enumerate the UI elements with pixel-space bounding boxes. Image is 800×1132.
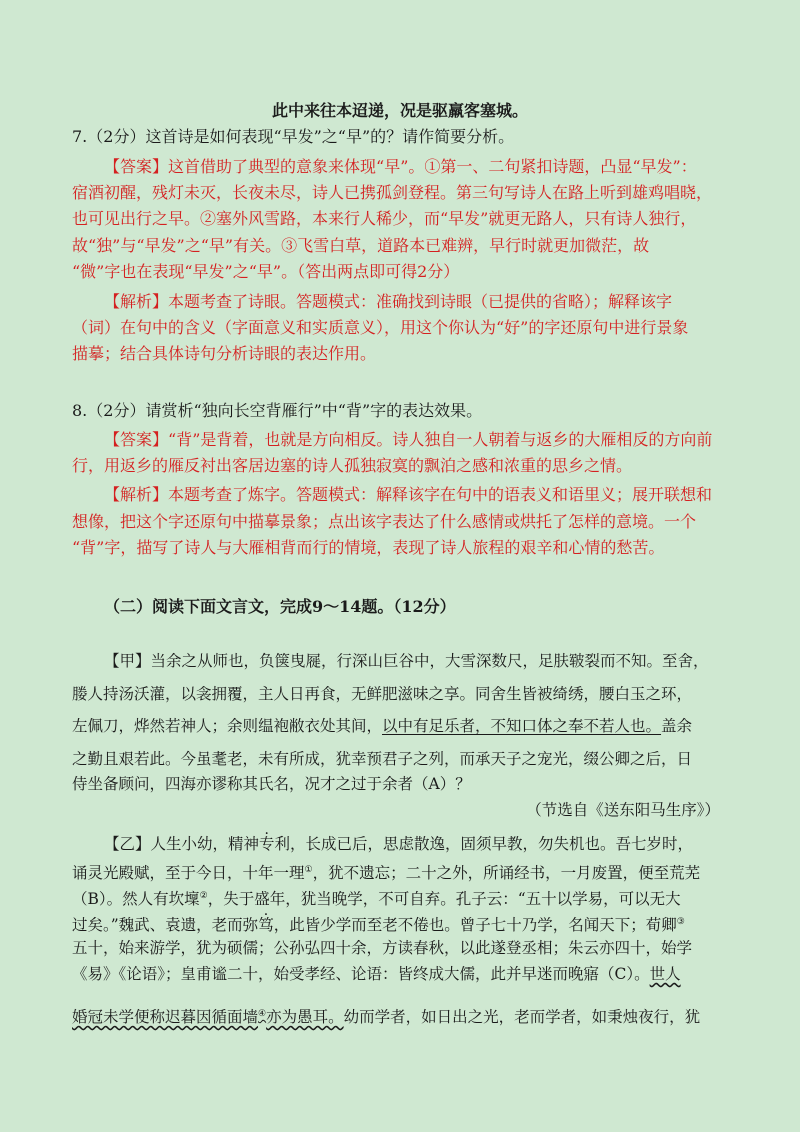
q7-analysis-tag: 【解析】 (104, 292, 169, 311)
q7-question: 7.（2分）这首诗是如何表现“早发”之“早”的？请作简要分析。 (72, 127, 515, 146)
jia-source: （节选自《送东阳马生序》） (526, 801, 720, 819)
dotted-char-zhuan: 专 (259, 835, 275, 853)
jia-line-4: 之勤且艰若此。今虽耄老，未有所成，犹幸预君子之列，而承天子之宠光，缀公卿之后，日 (72, 750, 693, 768)
jia-line-5: 侍坐备顾问，四海亦谬称其氏名，况才之过于余者（A）？ (72, 775, 471, 793)
q7-analysis-line-3: 描摹；结合具体诗句分析诗眼的表达作用。 (72, 344, 377, 363)
q7-answer-line-4: 故“独”与“早发”之“早”有关。③飞雪白草，道路本已难辨，早行时就更加微茫，故 (72, 236, 650, 255)
poem-last-line: 此中来往本迢递，况是驱羸客塞城。 (271, 101, 528, 120)
jia-line-3: 左佩刀，烨然若神人；余则缊袍敝衣处其间，以中有足乐者，不知口体之奉不若人也。盖余 (72, 717, 693, 735)
yi-line-1: 【乙】人生小幼，精神专利，长成已后，思虑散逸，固须早教，勿失机也。吾七岁时， (104, 835, 694, 853)
yi-wavy-sentence-start: 世人 (649, 965, 681, 983)
q8-question: 8.（2分）请赏析“独向长空背雁行”中“背”字的表达效果。 (72, 401, 483, 420)
q7-answer-line-1: 【答案】这首借助了典型的意象来体现“早”。①第一、二句紧扣诗题，凸显“早发”： (104, 157, 697, 176)
q7-answer-line-2: 宿酒初醒，残灯未灭，长夜未尽，诗人已携孤剑登程。第三句写诗人在路上听到雄鸡唱晓， (72, 183, 713, 202)
dotted-char-du: 笃 (258, 916, 274, 935)
footnote-1: ① (304, 865, 313, 875)
jia-underlined-sentence: 以中有足乐者，不知口体之奉不若人也。 (382, 717, 662, 735)
yi-line-6: 《易》《论语》；皇甫谧二十，始受孝经、论语：皆终成大儒，此并早迷而晚寤（C）。世人 (72, 965, 681, 983)
footnote-2: ② (199, 891, 208, 901)
q8-analysis-line-1: 【解析】本题考查了炼字。答题模式：解释该字在句中的语表义和语里义；展开联想和 (104, 485, 713, 504)
yi-line-4: 过矣。”魏武、袁遗，老而弥笃，此皆少学而至老不倦也。曾子七十乃学，名闻天下；荀卿③ (72, 916, 685, 935)
section-heading: （二）阅读下面文言文，完成9～14题。（12分） (104, 597, 456, 616)
q8-answer-line-1: 【答案】“背”是背着，也就是方向相反。诗人独自一人朝着与返乡的大雁相反的方向前 (104, 430, 713, 449)
q7-analysis-line-1: 【解析】本题考查了诗眼。答题模式：准确找到诗眼（已提供的省略）；解释该字 (104, 292, 673, 311)
yi-line-2: 诵灵光殿赋，至于今日，十年一理①，犹不遗忘；二十之外，所诵经书，一月废置，便至荒芜 (72, 864, 701, 883)
q8-answer-line-2: 行，用返乡的雁反衬出客居边塞的诗人孤独寂寞的飘泊之感和浓重的思乡之情。 (72, 456, 633, 475)
q7-answer-line-3: 也可见出行之早。②塞外风雪路，本来行人稀少，而“早发”就更无路人，只有诗人独行， (72, 209, 697, 228)
q8-analysis-line-2: 想像，把这个字还原句中描摹景象；点出该字表达了什么感情或烘托了怎样的意境。一个 (72, 512, 697, 531)
footnote-3: ③ (676, 917, 685, 927)
q7-analysis-line-2: （词）在句中的含义（字面意义和实质意义），用这个你认为“好”的字还原句中进行景象 (72, 318, 689, 337)
jia-line-2: 媵人持汤沃灌，以衾拥覆，主人日再食，无鲜肥滋味之享。同舍生皆被绮绣，腰白玉之环， (72, 685, 693, 703)
yi-line-7: 婚冠未学便称迟暮因循面墙④亦为愚耳。幼而学者，如日出之光，老而学者，如秉烛夜行，犹 (72, 1008, 701, 1027)
q7-answer-line-5: “微”字也在表现“早发”之“早”。（答出两点即可得2分） (72, 262, 460, 281)
yi-line-3: （B）。然人有坎壈②，失于盛年，犹当晚学，不可自弃。孔子云：“五十以学易，可以无大 (72, 890, 681, 909)
q8-answer-tag: 【答案】 (104, 430, 169, 449)
footnote-4: ④ (258, 1009, 267, 1019)
q8-analysis-line-3: “背”字，描写了诗人与大雁相背而行的情境，表现了诗人旅程的艰辛和心情的愁苦。 (72, 538, 665, 557)
q7-answer-tag: 【答案】 (104, 157, 169, 176)
jia-line-1: 【甲】当余之从师也，负箧曳屣，行深山巨谷中，大雪深数尺，足肤皲裂而不知。至舍， (104, 652, 709, 670)
q8-analysis-tag: 【解析】 (104, 485, 169, 504)
yi-wavy-sentence: 婚冠未学便称迟暮因循面墙 (72, 1008, 259, 1027)
yi-line-5: 五十，始来游学，犹为硕儒；公孙弘四十余，方读春秋，以此遂登丞相；朱云亦四十，始学 (72, 939, 693, 957)
